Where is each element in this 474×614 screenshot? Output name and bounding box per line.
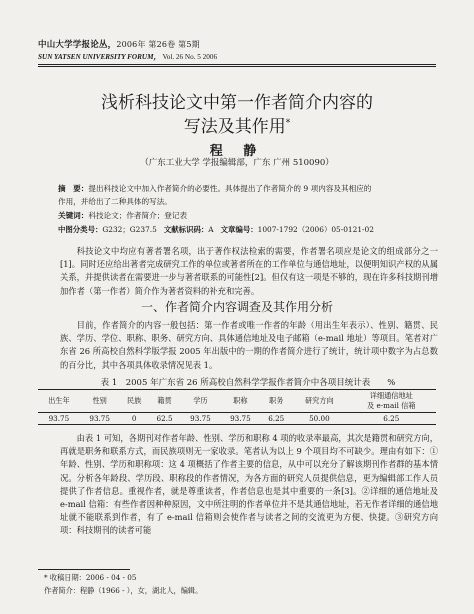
table-cell: 6.25 — [268, 414, 285, 423]
table-header-cell: 学历 — [193, 396, 208, 405]
author-affiliation: （广东工业大学 学报编辑部，广东 广州 510090） — [140, 158, 334, 168]
table-row — [38, 413, 436, 425]
journal-header-cn — [38, 38, 200, 50]
body-paragraph-2: 由表 1 可知，各期刊对作者年龄、性别、学历和职称 4 项的收录率最高，其次是籍贯和研究方向，再就是职务和联系方式，而民族项则无一家收录。笔者认为以上 9 个项目均不可缺少。理由有如下：①年龄、性别、学历和职称项：这 4 项概括了作者主要的信息，从中可以充分了解该期刊作者群的基本情况。分析各年龄段、学历段、职称段的作者情况，为各方面的研究人员提供信息，更为编辑部工作人员提供了作者信息。重视作者，就是尊重读者，作者信息也是其中重要的一条[3]。②详细的通信地址及 e-mail 信箱：有些作者因种种原因，文中所注明的作者单位并不是其通信地址，若无作者详细的通信地址就不能联系到作者，有了 e-mail 信箱则会使作者与读者之间的交流更为方便、快捷。③研究方向项：科技期刊的读者可能 — [60, 433, 438, 536]
table-header-cell: 详细通信地址 及 e-mail 信箱 — [367, 391, 416, 410]
table-header-cell: 籍贯 — [157, 396, 172, 405]
doc-code-label: 文献标识码： — [163, 225, 209, 234]
table-cell: 0 — [131, 414, 137, 423]
footnote-received — [44, 573, 136, 583]
article-number-label: 文章编号： — [220, 225, 258, 234]
table-header-cell: 出生年 — [48, 396, 70, 405]
journal-issue-cn: 2006年 第26卷 第5期 — [116, 40, 200, 49]
journal-header-en — [38, 52, 217, 62]
journal-name-cn: 中山大学学报论丛， — [38, 40, 117, 50]
title-footnote-mark: * — [285, 118, 291, 129]
journal-issue-en: Vol. 26 No. 5 2006 — [162, 53, 218, 61]
abstract-text-1: 提出科技论文中加入作者简介的必要性。具体提出了作者简介的 9 项内容及其相应的 — [88, 184, 372, 193]
abstract-line2 — [58, 195, 424, 208]
table-header-cell: 研究方向 — [304, 396, 334, 405]
journal-name-en: SUN YATSEN UNIVERSITY FORUM， — [38, 53, 161, 61]
header-rule — [38, 64, 436, 65]
header-rule-thin — [38, 66, 436, 67]
table-cell: 93.75 — [89, 414, 110, 423]
section-paragraph-1: 目前，作者简介的内容一般包括：第一作者或唯一作者的年龄（用出生年表示）、性别、籍贯、民族、学历、学位、职称、职务、研究方向、具体通信地址及电子邮箱（e-mail 地址）等项目。笔者对广东省 26 所高校自然科学版学报 2005 年出版中的一期的作者简介进行了统计，统计项中数字为占总数的百分比，其中各项具体收录情况见表 1。 — [60, 320, 438, 370]
table-cell: 50.00 — [309, 414, 330, 423]
article-number-value: 1007-1792（2006）05-0121-02 — [257, 225, 374, 234]
table-cell: 62.5 — [156, 414, 173, 423]
abstract-label: 摘 要： — [58, 184, 89, 193]
intro-paragraph: 科技论文中均应有著者署名项，出于著作权法检索的需要，作者署名项应是论文的组成部分之一[1]。同时还应给出著者完成研究工作的单位或著者所在的工作单位与通信地址，以便明知识产权的从属关系，并提供读者在需要进一步与著者联系的可能性[2]。但仅有这一项是不够的，现在许多科技期刊增加作者（第一作者）简介作为著者资料的补充和完善。 — [60, 246, 438, 296]
table-cell: 93.75 — [190, 414, 211, 423]
clc-label: 中图分类号： — [58, 225, 103, 234]
stats-table — [38, 389, 436, 425]
abstract-line1 — [58, 182, 424, 195]
table-header-cell: 民族 — [126, 396, 142, 405]
classification-line — [58, 223, 424, 236]
bio-label: 作者简介： — [44, 586, 80, 595]
author-name: 程 静 — [209, 144, 265, 159]
article-title-text: 写法及其作用 — [183, 117, 286, 137]
keywords-line — [58, 209, 424, 222]
table-header-row — [38, 390, 436, 413]
table-cell: 6.25 — [383, 414, 400, 423]
bio-text: 程静（1966 - ），女，湖北人，编辑。 — [79, 586, 203, 595]
table-header-cell: 职称 — [233, 396, 248, 405]
doc-code-value: A — [208, 225, 214, 234]
footnote-rule — [38, 569, 130, 570]
table-cell: 93.75 — [230, 414, 251, 423]
article-title-line1: 浅析科技论文中第一作者简介内容的 — [101, 93, 373, 113]
received-date: 2006 - 04 - 05 — [85, 573, 137, 582]
article-title-line2 — [0, 112, 474, 137]
keywords-label: 关键词： — [58, 211, 89, 220]
footnote-bio — [44, 586, 202, 596]
table-caption: 表 1 2005 年广东省 26 所高校自然科学学报作者简介中各项目统计表 % — [100, 378, 396, 388]
section-heading: 一、作者简介内容调查及其作用分析 — [140, 300, 333, 314]
table-cell: 93.75 — [48, 414, 70, 423]
keywords-text: 科技论文；作者简介；登记表 — [88, 211, 188, 220]
received-label: * 收稿日期： — [44, 573, 86, 582]
clc-value: G232；G237.5 — [102, 225, 157, 234]
abstract-text-2: 作用，并给出了二种具体的写法。 — [58, 197, 172, 206]
table-header-cell: 性别 — [92, 396, 107, 405]
table-header-cell: 职务 — [269, 396, 284, 405]
